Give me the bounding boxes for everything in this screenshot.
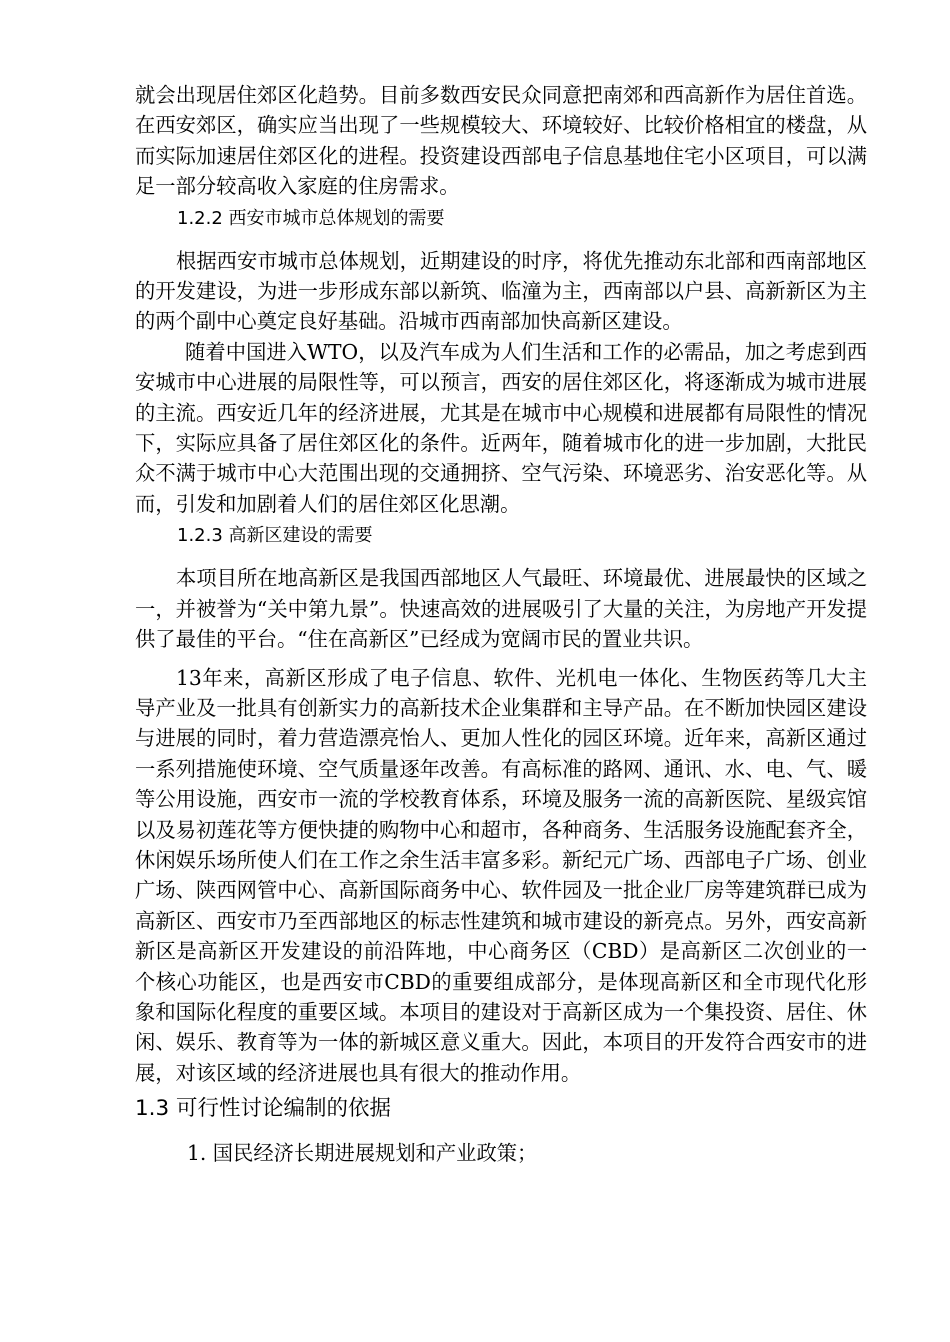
paragraph-hightech-zone-development: 13年来，高新区形成了电子信息、软件、光机电一体化、生物医药等几大主导产业及一批具有创新实力的高新技术企业集群和主导产品。在不断加快园区建设与进展的同时，着力营造漂亮怡人、更加人性化的园区环境。近年来，高新区通过一系列措施使环境、空气质量逐年改善。有高标准的路网、通讯、水、电、气、暖等公用设施，西安市一流的学校教育体系，环境及服务一流的高新医院、星级宾馆以及易初莲花等方便快捷的购物中心和超市，各种商务、生活服务设施配套齐全，休闲娱乐场所使人们在工作之余生活丰富多彩。新纪元广场、西部电子广场、创业广场、陕西网管中心、高新国际商务中心、软件园及一批企业厂房等建筑群已成为高新区、西安市乃至西部地区的标志性建筑和城市建设的新亮点。另外，西安高新新区是高新区开发建设的前沿阵地，中心商务区（CBD）是高新区二次创业的一个核心功能区，也是西安市CBD的重要组成部分，是体现高新区和全市现代化形象和国际化程度的重要区域。本项目的建设对于高新区成为一个集投资、居住、休闲、娱乐、教育等为一体的新城区意义重大。因此，本项目的开发符合西安市的进展，对该区域的经济进展也具有很大的推动作用。 (135, 665, 867, 1085)
section-heading-1-3: 1.3 可行性讨论编制的依据 (135, 1096, 392, 1122)
section-heading-1-2-2: 1.2.2 西安市城市总体规划的需要 (177, 207, 445, 229)
paragraph-hightech-zone-location: 本项目所在地高新区是我国西部地区人气最旺、环境最优、进展最快的区域之一，并被誉为“关中第九景”。快速高效的进展吸引了大量的关注，为房地产开发提供了最佳的平台。“住在高新区”已经成为宽阔市民的置业共识。 (135, 566, 867, 652)
paragraph-suburbanization-trend: 就会出现居住郊区化趋势。目前多数西安民众同意把南郊和西高新作为居住首选。在西安郊区，确实应当出现了一些规模较大、环境较好、比较价格相宜的楼盘，从而实际加速居住郊区化的进程。投资建设西部电子信息基地住宅小区项目，可以满足一部分较高收入家庭的住房需求。 (135, 83, 867, 199)
section-heading-1-2-3: 1.2.3 高新区建设的需要 (177, 525, 373, 547)
paragraph-city-master-plan: 根据西安市城市总体规划，近期建设的时序，将优先推动东北部和西南部地区的开发建设，为进一步形成东部以新筑、临潼为主，西南部以户县、高新新区为主的两个副中心奠定良好基础。沿城市西南部加快高新区建设。 (135, 248, 867, 334)
list-item-basis-1: 1. 国民经济长期进展规划和产业政策； (187, 1141, 538, 1166)
paragraph-wto-suburbanization: 随着中国进入WTO，以及汽车成为人们生活和工作的必需品，加之考虑到西安城市中心进展的局限性等，可以预言，西安的居住郊区化，将逐渐成为城市进展的主流。西安近几年的经济进展，尤其是在城市中心规模和进展都有局限性的情况下，实际应具备了居住郊区化的条件。近两年，随着城市化的进一步加剧，大批民众不满于城市中心大范围出现的交通拥挤、空气污染、环境恶劣、治安恶化等。从而，引发和加剧着人们的居住郊区化思潮。 (135, 339, 867, 516)
page-content (135, 80, 867, 1169)
